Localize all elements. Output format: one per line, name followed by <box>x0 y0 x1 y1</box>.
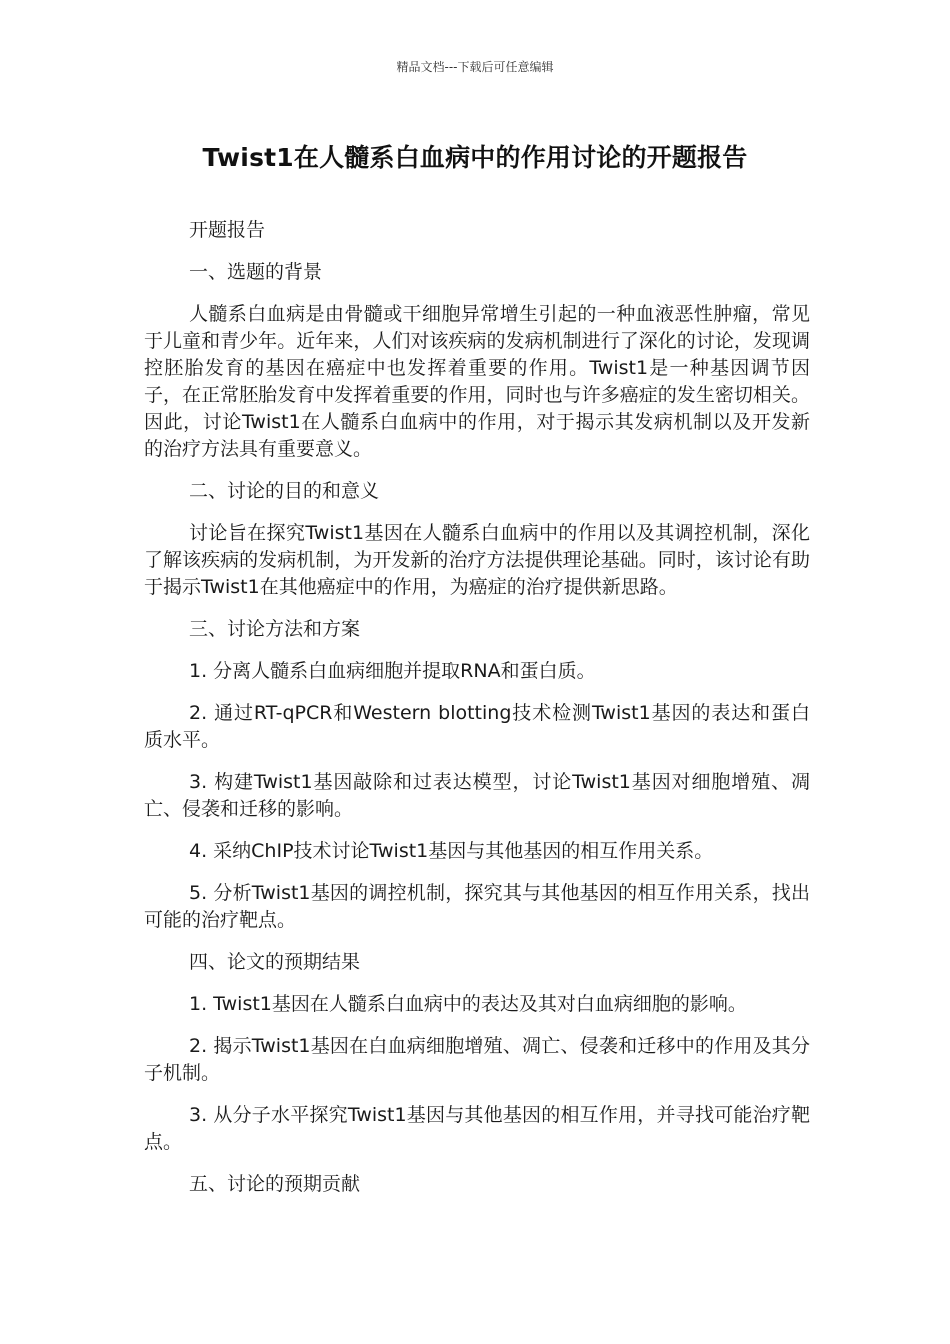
document-title: Twist1在人髓系白血病中的作用讨论的开题报告 <box>202 143 748 172</box>
list-item-method-2: 2. 通过RT-qPCR和Western blotting技术检测Twist1基因的表达和蛋白质水平。 <box>144 702 810 751</box>
list-item-result-3: 3. 从分子水平探究Twist1基因与其他基因的相互作用，并寻找可能治疗靶点。 <box>144 1104 810 1153</box>
document-body <box>144 217 810 1213</box>
list-item-result-2: 2. 揭示Twist1基因在白血病细胞增殖、凋亡、侵袭和迁移中的作用及其分子机制。 <box>144 1035 810 1084</box>
list-item-method-5: 5. 分析Twist1基因的调控机制，探究其与其他基因的相互作用关系，找出可能的治疗靶点。 <box>144 882 810 931</box>
section-heading-purpose: 二、讨论的目的和意义 <box>189 480 380 502</box>
paragraph-report-label: 开题报告 <box>189 219 266 241</box>
paragraph-purpose: 讨论旨在探究Twist1基因在人髓系白血病中的作用以及其调控机制，深化了解该疾病的发病机制，为开发新的治疗方法提供理论基础。同时，该讨论有助于揭示Twist1在其他癌症中的作用，为癌症的治疗提供新思路。 <box>144 522 810 598</box>
section-heading-background: 一、选题的背景 <box>189 261 323 283</box>
list-item-method-1: 1. 分离人髓系白血病细胞并提取RNA和蛋白质。 <box>189 660 596 682</box>
list-item-method-4: 4. 采纳ChIP技术讨论Twist1基因与其他基因的相互作用关系。 <box>189 840 714 862</box>
header-note: 精品文档---下载后可任意编辑 <box>396 60 554 74</box>
list-item-method-3: 3. 构建Twist1基因敲除和过表达模型，讨论Twist1基因对细胞增殖、凋亡、侵袭和迁移的影响。 <box>144 771 810 820</box>
section-heading-expected-results: 四、论文的预期结果 <box>189 951 361 973</box>
paragraph-background: 人髓系白血病是由骨髓或干细胞异常增生引起的一种血液恶性肿瘤，常见于儿童和青少年。近年来，人们对该疾病的发病机制进行了深化的讨论，发现调控胚胎发育的基因在癌症中也发挥着重要的作用。Twist1是一种基因调节因子，在正常胚胎发育中发挥着重要的作用，同时也与许多癌症的发生密切相关。因此，讨论Twist1在人髓系白血病中的作用，对于揭示其发病机制以及开发新的治疗方法具有重要意义。 <box>144 303 810 460</box>
section-heading-methods: 三、讨论方法和方案 <box>189 618 361 640</box>
list-item-result-1: 1. Twist1基因在人髓系白血病中的表达及其对白血病细胞的影响。 <box>189 993 747 1015</box>
section-heading-contribution: 五、讨论的预期贡献 <box>189 1173 361 1195</box>
